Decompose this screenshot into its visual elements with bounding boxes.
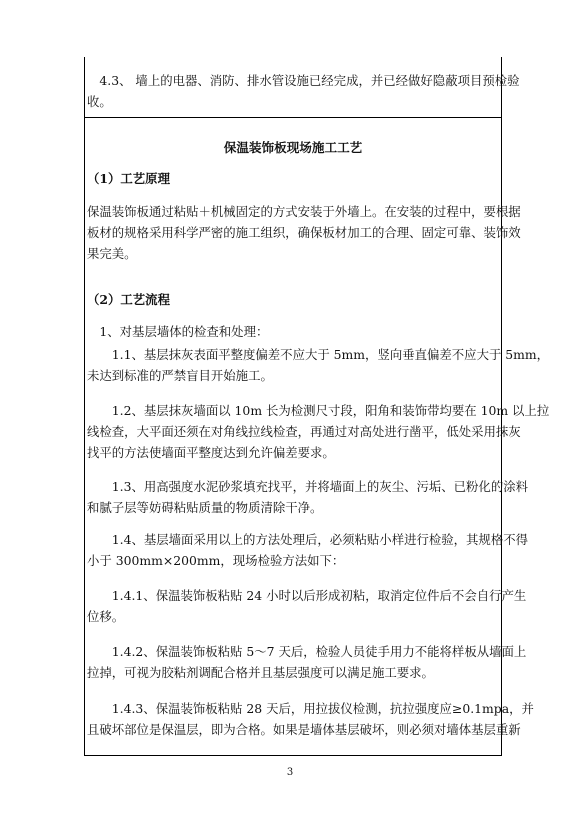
step-1-4-3 [87,698,534,740]
text-line: 1.2、基层抹灰墙面以 10m 长为检测尺寸段，阳角和装饰带均要在 10m 以上拉 [87,403,550,418]
text-line: 保温装饰板通过粘贴＋机械固定的方式安装于外墙上。在安装的过程中，要根据 [87,204,521,219]
text-line: 1.3、用高强度水泥砂浆填充找平，并将墙面上的灰尘、污垢、已粉化的涂料 [87,479,528,494]
step-1 [87,321,499,342]
text-line: 1.4.1、保温装饰板粘贴 24 小时以后形成初粘，取消定位件后不会自行产生 [87,588,527,603]
step-1-3 [87,476,528,518]
text-line: 1.4.2、保温装饰板粘贴 5～7 天后，检验人员徒手用力不能将样板从墙面上 [87,644,527,659]
step-1-4 [87,529,528,571]
text-line: 和腻子层等妨碍粘贴质量的物质清除干净。 [87,500,323,515]
text-line: 小于 300mm×200mm，现场检验方法如下： [87,553,345,568]
text-line: 位移。 [87,609,125,624]
step-1-4-2 [87,641,527,683]
text-line: 找平的方法使墙面平整度达到允许偏差要求。 [87,445,335,460]
text-line: 且破坏部位是保温层，即为合格。如果是墙体基层破坏，则必须对墙体基层重新 [87,722,521,737]
heading-principle: （1）工艺原理 [87,171,170,186]
table-divider [85,117,501,118]
text-line: 1.4.3、保温装饰板粘贴 28 天后，用拉拔仪检测，抗拉强度应≥0.1mpa，并 [87,701,534,716]
step-1-2 [87,400,550,463]
top-paragraph [87,70,520,112]
text-line: 拉掉，可视为胶粘剂调配合格并且基层强度可以满足施工要求。 [87,665,434,680]
document-table-frame [84,57,550,756]
step-1-1 [87,344,550,386]
text-line: 板材的规格采用科学严密的施工组织，确保板材加工的合理、固定可靠、装饰效 [87,225,521,240]
text-line: 1、对基层墙体的检查和处理： [87,324,269,339]
text-line: 1.1、基层抹灰表面平整度偏差不应大于 5mm，竖向垂直偏差不应大于 5mm， [87,347,550,362]
text-line: 未达到标准的严禁盲目开始施工。 [87,368,273,383]
text-line: 4.3、 墙上的电器、消防、排水管设施已经完成，并已经做好隐蔽项目预检验 [87,73,520,88]
step-1-4-1 [87,585,527,627]
principle-paragraph [87,201,521,264]
text-line: 1.4、基层墙面采用以上的方法处理后，必须粘贴小样进行检验，其规格不得 [87,532,528,547]
text-line: 线检查，大平面还须在对角线拉线检查，再通过对高处进行凿平，低处采用抹灰 [87,424,521,439]
heading-process: （2）工艺流程 [87,292,170,307]
text-line: 收。 [87,94,112,109]
section-title: 保温装饰板现场施工工艺 [223,140,363,155]
page-number: 3 [286,767,294,778]
text-line: 果完美。 [87,246,137,261]
